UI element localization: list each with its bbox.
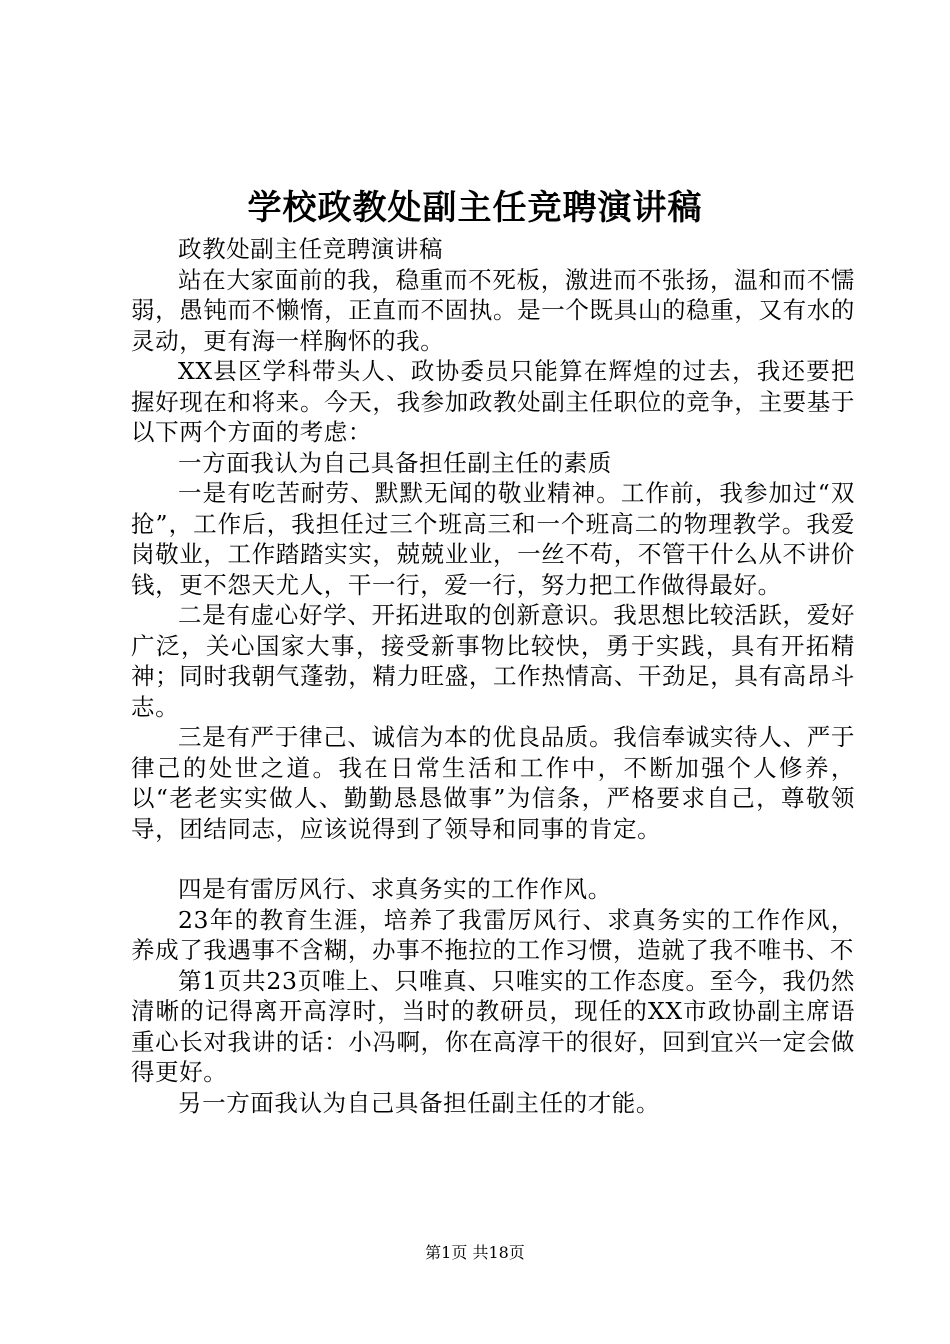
document-body	[131, 234, 855, 1118]
paragraph: 一是有吃苦耐劳、默默无闻的敬业精神。工作前，我参加过“双抢”，工作后，我担任过三个班高三和一个班高二的物理教学。我爱岗敬业，工作踏踏实实，兢兢业业，一丝不苟，不管干什么从不讲价钱，更不怨天尤人，干一行，爱一行，努力把工作做得最好。	[131, 479, 855, 599]
paragraph: 三是有严于律己、诚信为本的优良品质。我信奉诚实待人、严于律己的处世之道。我在日常生活和工作中，不断加强个人修养，以“老老实实做人、勤勤恳恳做事”为信条，严格要求自己，尊敬领导，团结同志，应该说得到了领导和同事的肯定。	[131, 723, 855, 843]
paragraph: 站在大家面前的我，稳重而不死板，激进而不张扬，温和而不懦弱，愚钝而不懒惰，正直而不固执。是一个既具山的稳重，又有水的灵动，更有海一样胸怀的我。	[131, 265, 855, 355]
paragraph: 另一方面我认为自己具备担任副主任的才能。	[178, 1088, 660, 1117]
paragraph: 二是有虚心好学、开拓进取的创新意识。我思想比较活跃，爱好广泛，关心国家大事，接受新事物比较快，勇于实践，具有开拓精神；同时我朝气蓬勃，精力旺盛，工作热情高、干劲足，具有高昂斗志。	[131, 601, 855, 721]
paragraph: 四是有雷厉风行、求真务实的工作作风。	[178, 875, 612, 903]
paragraph: 第1页共23页唯上、只唯真、只唯实的工作态度。至今，我仍然清晰的记得离开高淳时，当时的教研员，现任的XX市政协副主席语重心长对我讲的话：小冯啊，你在高淳干的很好，回到宜兴一定会做得更好。	[131, 966, 855, 1086]
paragraph: 一方面我认为自己具备担任副主任的素质	[178, 448, 612, 477]
paragraph: 政教处副主任竞聘演讲稿	[178, 235, 444, 263]
paragraph: 23年的教育生涯，培养了我雷厉风行、求真务实的工作作风，养成了我遇事不含糊，办事不拖拉的工作习惯，造就了我不唯书、不	[131, 905, 855, 964]
paragraph: XX县区学科带头人、政协委员只能算在辉煌的过去，我还要把握好现在和将来。今天，我参加政教处副主任职位的竞争，主要基于以下两个方面的考虑：	[131, 357, 855, 446]
page-footer: 第1页 共18页	[425, 1243, 525, 1262]
document-title: 学校政教处副主任竞聘演讲稿	[247, 188, 703, 228]
